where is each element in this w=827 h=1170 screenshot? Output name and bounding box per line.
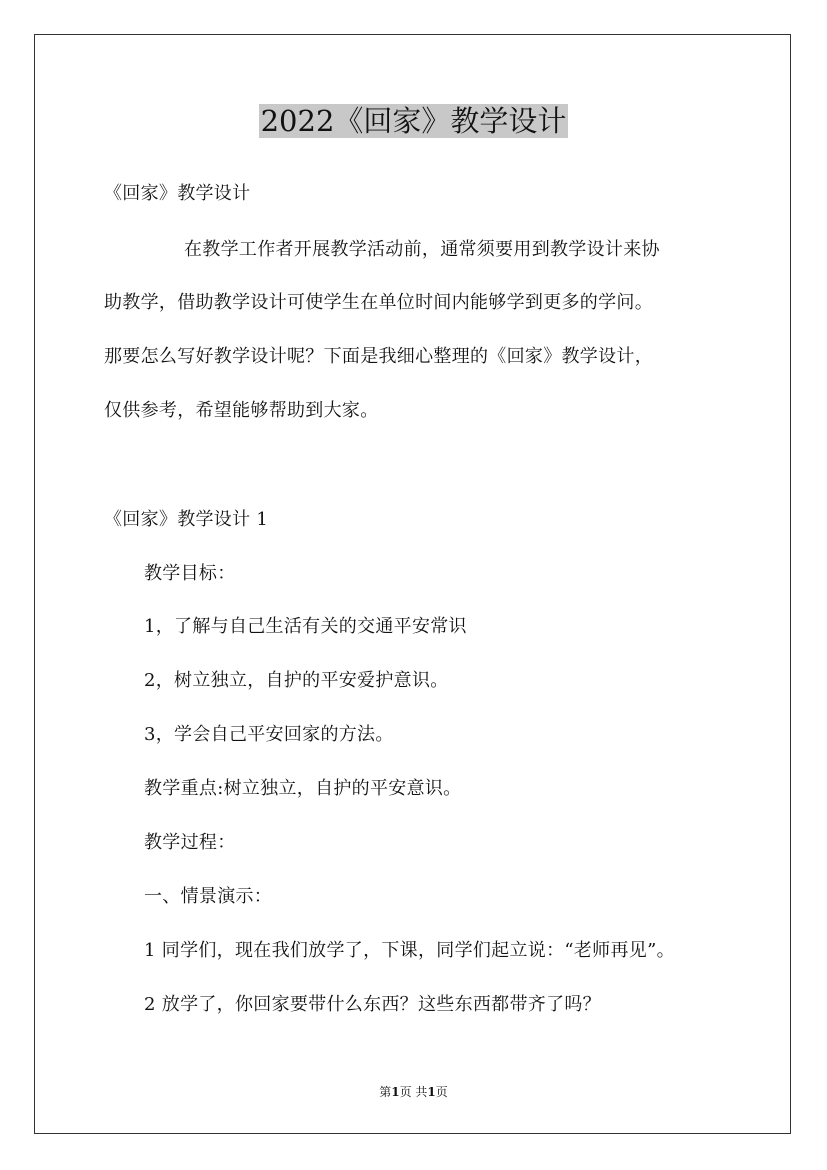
document-title <box>0 100 827 142</box>
body-line-3: 2，树立独立，自护的平安爱护意识。 <box>144 670 449 691</box>
body-line-2: 1，了解与自己生活有关的交通平安常识 <box>144 616 467 637</box>
section-title: 《回家》教学设计 1 <box>104 509 269 530</box>
footer-page-total: 1 <box>427 1085 436 1099</box>
document-subtitle: 《回家》教学设计 <box>104 183 251 204</box>
body-line-1: 教学目标： <box>144 563 236 584</box>
footer-page-mid: 页 共 <box>399 1085 428 1099</box>
body-line-9: 2 放学了，你回家要带什么东西？这些东西都带齐了吗？ <box>144 994 601 1015</box>
body-line-8: 1 同学们，现在我们放学了，下课，同学们起立说：“老师再见”。 <box>144 940 675 961</box>
intro-line-2: 助教学，借助教学设计可使学生在单位时间内能够学到更多的学问。 <box>104 292 653 313</box>
intro-line-4: 仅供参考，希望能够帮助到大家。 <box>104 400 379 421</box>
body-line-4: 3，学会自己平安回家的方法。 <box>144 724 394 745</box>
footer-page-prefix: 第 <box>379 1085 392 1099</box>
intro-line-3: 那要怎么写好教学设计呢？下面是我细心整理的《回家》教学设计， <box>104 346 653 367</box>
body-line-7: 一、情景演示： <box>144 886 273 907</box>
document-title-text: 2022《回家》教学设计 <box>260 104 567 138</box>
body-line-6: 教学过程： <box>144 832 236 853</box>
page-footer <box>0 1083 827 1101</box>
footer-page-suffix: 页 <box>435 1085 448 1099</box>
intro-line-1: 在教学工作者开展教学活动前，通常须要用到教学设计来协 <box>184 239 660 260</box>
body-line-5: 教学重点:树立独立，自护的平安意识。 <box>144 778 462 799</box>
footer-page-current: 1 <box>391 1085 400 1099</box>
